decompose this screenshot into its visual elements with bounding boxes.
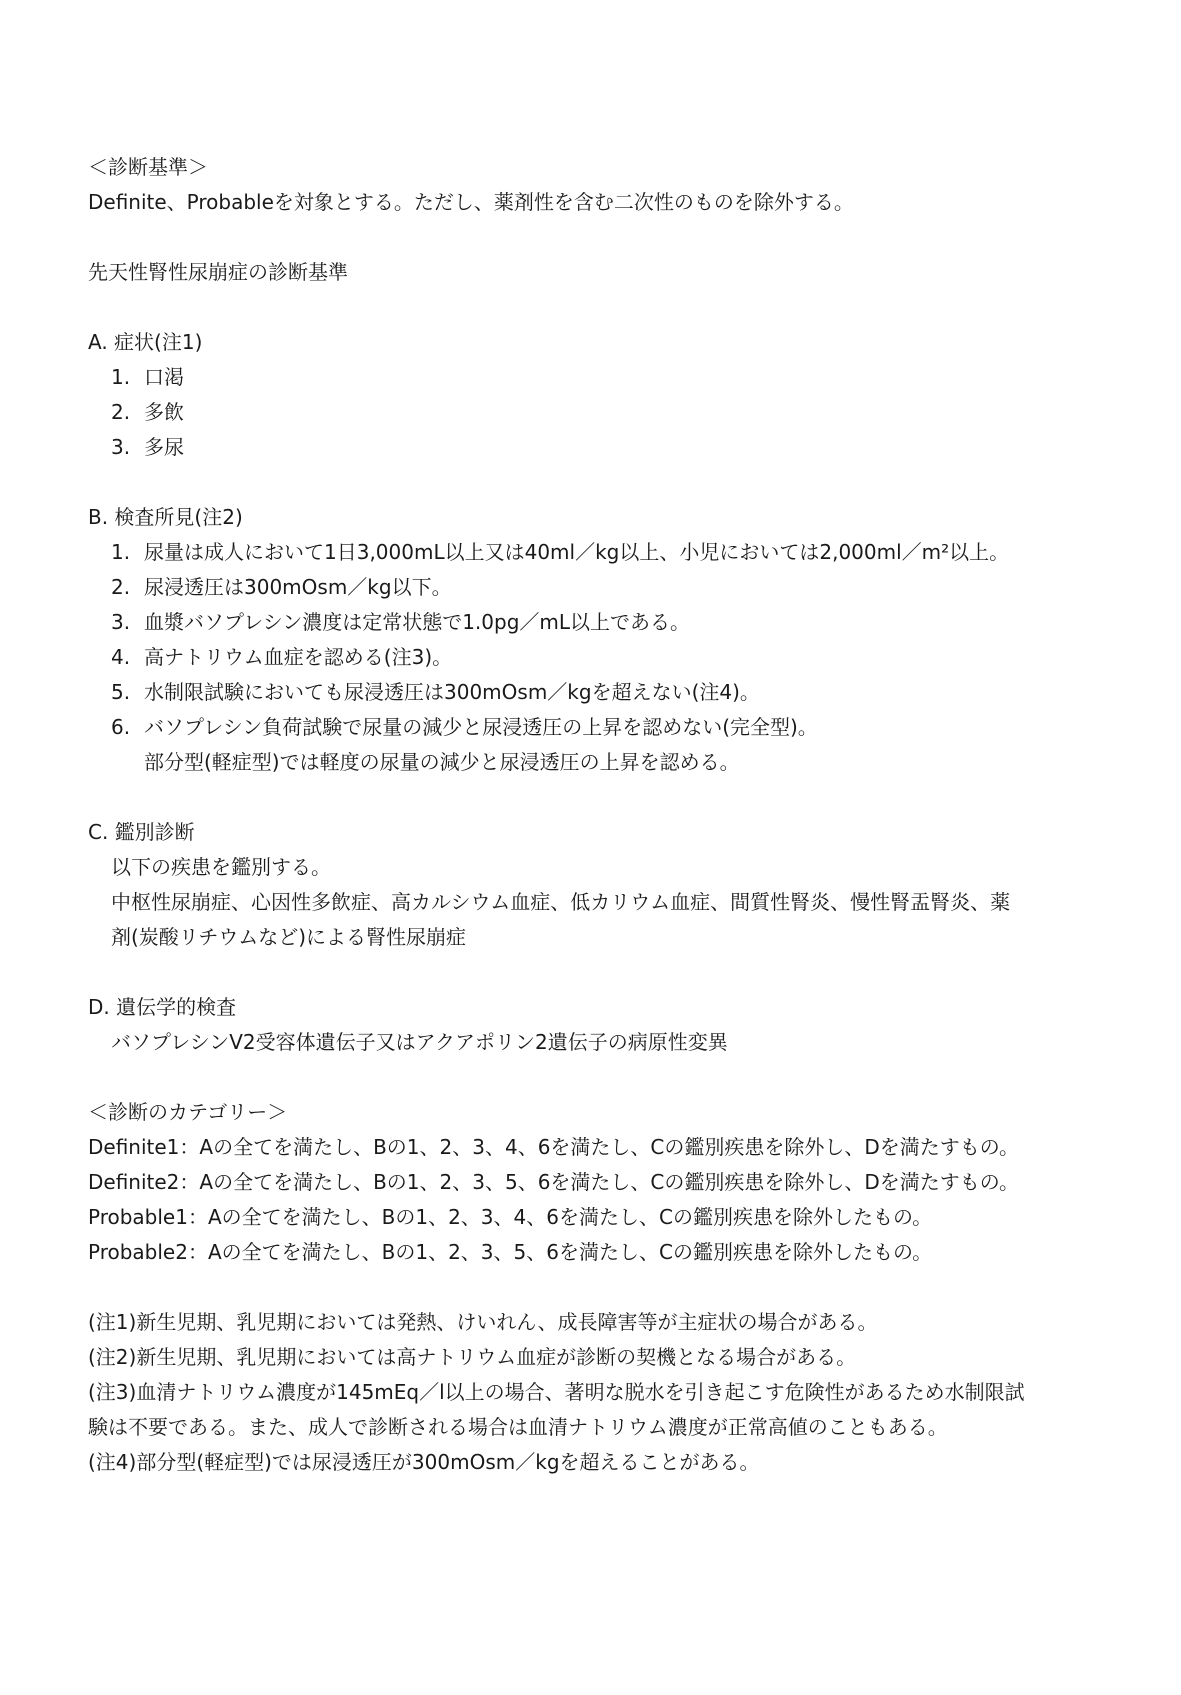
list-item: 1. 口渇: [111, 365, 184, 389]
note-3: (注3)血清ナトリウム濃度が145mEq／l以上の場合、著明な脱水を引き起こす危険性があるため水制限試: [88, 1380, 1025, 1404]
note-4: (注4)部分型(軽症型)では尿浸透圧が300mOsm／kgを超えることがある。: [88, 1450, 760, 1474]
category-definite1: Definite1：Aの全てを満たし、Bの1、2、3、4、6を満たし、Cの鑑別疾患を除外し、Dを満たすもの。: [88, 1135, 1019, 1159]
note-1: (注1)新生児期、乳児期においては発熱、けいれん、成長障害等が主症状の場合がある。: [88, 1310, 878, 1334]
spacer: [88, 1060, 1108, 1095]
list-item: 5. 水制限試験においても尿浸透圧は300mOsm／kgを超えない(注4)。: [111, 680, 760, 704]
list-item: 4. 高ナトリウム血症を認める(注3)。: [111, 645, 453, 669]
spacer: [88, 780, 1108, 815]
category-probable1: Probable1：Aの全てを満たし、Bの1、2、3、4、6を満たし、Cの鑑別疾患を除外したもの。: [88, 1205, 933, 1229]
criteria-scope: Definite、Probableを対象とする。ただし、薬剤性を含む二次性のものを除外する。: [88, 190, 854, 214]
criteria-heading: ＜診断基準＞: [88, 155, 208, 179]
spacer: [88, 220, 1108, 255]
list-item: 6. バソプレシン負荷試験で尿量の減少と尿浸透圧の上昇を認めない(完全型)。: [111, 715, 818, 739]
section-d-text: バソプレシンV2受容体遺伝子又はアクアポリン2遺伝子の病原性変異: [111, 1030, 728, 1054]
note-3-cont: 験は不要である。また、成人で診断される場合は血清ナトリウム濃度が正常高値のこともある。: [88, 1415, 948, 1439]
section-a-list: [88, 360, 1108, 465]
list-item: 1. 尿量は成人において1日3,000mL以上又は40ml／kg以上、小児においては2,000ml／m²以上。: [111, 540, 1010, 564]
spacer: [88, 955, 1108, 990]
spacer: [88, 290, 1108, 325]
note-2: (注2)新生児期、乳児期においては高ナトリウム血症が診断の契機となる場合がある。: [88, 1345, 857, 1369]
section-d-heading: D. 遺伝学的検査: [88, 995, 237, 1019]
section-c-diseases-cont: 剤(炭酸リチウムなど)による腎性尿崩症: [111, 925, 467, 949]
section-c-diseases: 中枢性尿崩症、心因性多飲症、高カルシウム血症、低カリウム血症、間質性腎炎、慢性腎盂腎炎、薬: [111, 890, 1011, 914]
list-item: 3. 血漿バソプレシン濃度は定常状態で1.0pg／mL以上である。: [111, 610, 691, 634]
list-item-continuation: 部分型(軽症型)では軽度の尿量の減少と尿浸透圧の上昇を認める。: [144, 750, 740, 774]
spacer: [88, 1270, 1108, 1305]
category-probable2: Probable2：Aの全てを満たし、Bの1、2、3、5、6を満たし、Cの鑑別疾患を除外したもの。: [88, 1240, 933, 1264]
section-c-heading: C. 鑑別診断: [88, 820, 195, 844]
categories-heading: ＜診断のカテゴリー＞: [88, 1100, 288, 1124]
section-c-intro: 以下の疾患を鑑別する。: [111, 855, 331, 879]
list-item: 2. 尿浸透圧は300mOsm／kg以下。: [111, 575, 452, 599]
document-page: [88, 150, 1108, 1480]
section-b-heading: B. 検査所見(注2): [88, 505, 243, 529]
list-item: 3. 多尿: [111, 435, 184, 459]
spacer: [88, 465, 1108, 500]
category-definite2: Definite2：Aの全てを満たし、Bの1、2、3、5、6を満たし、Cの鑑別疾患を除外し、Dを満たすもの。: [88, 1170, 1019, 1194]
disease-title: 先天性腎性尿崩症の診断基準: [88, 260, 348, 284]
section-b-list: [88, 535, 1108, 780]
list-item: 2. 多飲: [111, 400, 184, 424]
section-a-heading: A. 症状(注1): [88, 330, 203, 354]
